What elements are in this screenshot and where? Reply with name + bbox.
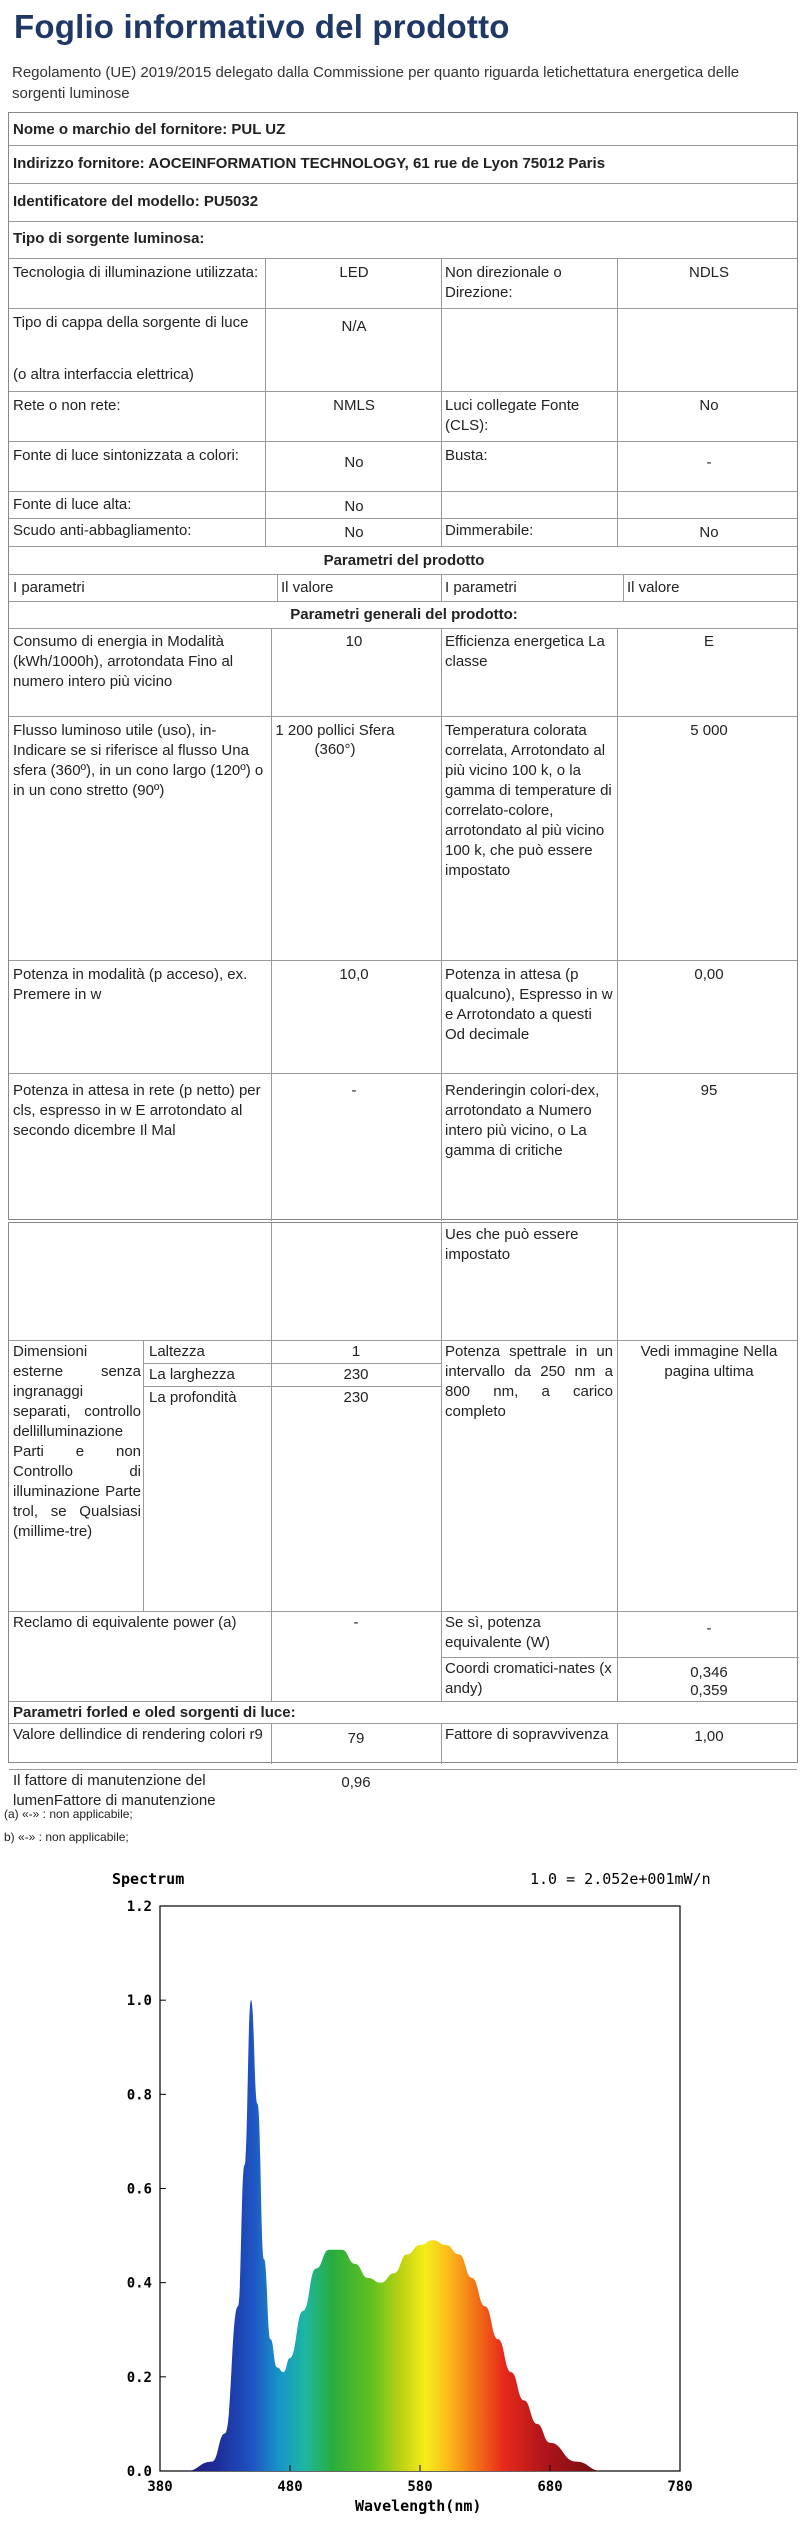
cri-value: 95 <box>700 1082 718 1099</box>
width-label: La larghezza <box>149 1366 235 1383</box>
on-mode-power-value: 10,0 <box>339 966 369 983</box>
envelope-value: - <box>706 454 712 471</box>
color-tunable-value: No <box>344 454 364 471</box>
equivalent-power-value: - <box>706 1620 712 1637</box>
model-identifier: Identificatore del modello: PU5032 <box>13 193 259 210</box>
cap-type-value: N/A <box>341 318 367 335</box>
regulation-text: Regolamento (UE) 2019/2015 delegato dalla Commissione per quanto riguarda letichettatura energetica delle sorgenti luminose <box>12 64 740 102</box>
supplier-name: Nome o marchio del fornitore: PUL UZ <box>13 121 286 138</box>
y-tick-label: 0.8 <box>126 2087 152 2104</box>
y-tick-label: 1.2 <box>126 1899 152 1915</box>
net-standby-value: - <box>351 1082 357 1099</box>
high-luminance-value: No <box>344 498 364 515</box>
direction-value: NDLS <box>688 264 729 281</box>
high-luminance-label: Fonte di luce alta: <box>13 496 132 513</box>
on-mode-power-label: Potenza in modalità (p acceso), ex. Premere in w <box>13 966 248 1003</box>
note-a: (a) «-» : non applicabile; <box>4 1807 133 1821</box>
energy-class-label: Efficienza energetica La classe <box>445 633 605 670</box>
x-tick-label: 380 <box>147 2479 173 2495</box>
r9-label: Valore dellindice di rendering colori r9 <box>13 1726 263 1743</box>
x-tick-label: 480 <box>277 2479 303 2495</box>
depth-value: 230 <box>343 1389 369 1406</box>
supplier-address: Indirizzo fornitore: AOCEINFORMATION TECHNOLOGY, 61 rue de Lyon 75012 Paris <box>13 155 606 172</box>
dimmable-value: No <box>699 524 719 541</box>
energy-value: 10 <box>345 633 363 650</box>
dimensions-label: Dimensioni esterne senza ingranaggi separati, controllo dellilluminazione Parti e non Controllo di illuminazione Parte trol, se Qualsiasi (millime-tre) <box>13 1343 141 1540</box>
y-tick-label: 0.2 <box>126 2369 152 2386</box>
led-title: Parametri forled e oled sorgenti di luce: <box>13 1704 296 1721</box>
col-param-1: I parametri <box>13 579 85 596</box>
x-tick-label: 680 <box>537 2479 563 2495</box>
width-value: 230 <box>343 1366 369 1383</box>
equivalent-power-claim-label: Reclamo di equivalente power (a) <box>13 1614 237 1631</box>
glare-shield-value: No <box>344 524 364 541</box>
dimmable-label: Dimmerabile: <box>445 522 534 539</box>
y-tick-label: 1.0 <box>126 1993 152 2010</box>
y-tick-label: 0.0 <box>126 2464 152 2480</box>
x-tick-label: 780 <box>667 2479 693 2495</box>
height-value: 1 <box>351 1343 361 1360</box>
cap-type-label-b: (o altra interfaccia elettrica) <box>13 366 194 383</box>
cls-value: No <box>699 397 719 414</box>
envelope-label: Busta: <box>445 447 488 464</box>
spectral-power-label: Potenza spettrale in un intervallo da 250 nm a 800 nm, a carico completo <box>445 1343 613 1420</box>
cct-value: 5 000 <box>690 722 728 739</box>
tech-value: LED <box>339 264 369 281</box>
tech-label: Tecnologia di illuminazione utilizzata: <box>13 264 259 281</box>
chromaticity-y-value: 0,359 <box>690 1682 728 1699</box>
cap-type-label: Tipo di cappa della sorgente di luce <box>13 314 249 331</box>
standby-power-label: Potenza in attesa (p qualcuno), Espresso in w e Arrotondato a questi Od decimale <box>445 966 613 1043</box>
chart-title: Spectrum <box>112 1870 185 1888</box>
equivalent-power-label: Se sì, potenza equivalente (W) <box>445 1614 551 1651</box>
flux-value: 1 200 pollici Sfera (360°) <box>275 722 395 758</box>
y-tick-label: 0.4 <box>126 2275 152 2292</box>
chart-annotation: 1.0 = 2.052e+001mW/nm <box>530 1870 710 1888</box>
chromaticity-label: Coordi cromatici-nates (x andy) <box>445 1660 612 1697</box>
params-title: Parametri del prodotto <box>323 552 485 569</box>
net-standby-label: Potenza in attesa in rete (p netto) per cls, espresso in w E arrotondato al secondo dicembre Il Mal <box>13 1082 261 1139</box>
mains-value: NMLS <box>333 397 375 414</box>
product-table-continued <box>8 1222 798 1809</box>
energy-label: Consumo di energia in Modalità (kWh/1000h), arrotondata Fino al numero intero più vicino <box>13 633 234 690</box>
x-tick-label: 580 <box>407 2479 433 2495</box>
lumen-maintenance-label: Il fattore di manutenzione del lumenFattore di manutenzione <box>13 1772 216 1809</box>
r9-value: 79 <box>347 1730 365 1747</box>
lumen-maintenance-value: 0,96 <box>341 1774 371 1791</box>
energy-class-value: E <box>703 633 714 650</box>
product-table <box>8 112 798 1220</box>
survival-factor-label: Fattore di sopravvivenza <box>445 1726 609 1743</box>
flux-label: Flusso luminoso utile (uso), in-Indicare se si riferisce al flusso Una sfera (360º), in un cono largo (120º) o in un cono stretto (90º) <box>13 722 264 799</box>
cls-label: Luci collegate Fonte (CLS): <box>445 397 580 434</box>
col-param-2: I parametri <box>445 579 517 596</box>
page-title: Foglio informativo del prodotto <box>14 8 510 45</box>
color-tunable-label: Fonte di luce sintonizzata a colori: <box>13 447 239 464</box>
general-title: Parametri generali del prodotto: <box>290 606 518 623</box>
survival-factor-value: 1,00 <box>694 1728 724 1745</box>
col-value-1: Il valore <box>281 579 334 596</box>
cri-label-continued: Ues che può essere impostato <box>445 1226 579 1263</box>
depth-label: La profondità <box>149 1389 237 1406</box>
direction-label: Non direzionale o Direzione: <box>445 264 562 301</box>
standby-power-value: 0,00 <box>694 966 724 983</box>
source-type: Tipo di sorgente luminosa: <box>13 230 205 247</box>
x-axis-label: Wavelength(nm) <box>355 2497 482 2515</box>
equivalent-power-claim-value: - <box>353 1614 359 1631</box>
cct-label: Temperatura colorata correlata, Arrotondato al più vicino 100 k, o la gamma di temperature di correlato-colore, arrotondato al più vicino 100 k, che può essere impostato <box>445 722 612 879</box>
note-b: b) «-» : non applicabile; <box>4 1830 129 1844</box>
cri-label: Renderingin colori-dex, arrotondato a Numero intero più vicino, o La gamma di critiche <box>445 1082 600 1159</box>
mains-label: Rete o non rete: <box>13 397 121 414</box>
y-tick-label: 0.6 <box>126 2181 152 2198</box>
height-label: Laltezza <box>149 1343 205 1360</box>
col-value-2: Il valore <box>627 579 680 596</box>
glare-shield-label: Scudo anti-abbagliamento: <box>13 522 192 539</box>
spectrum-chart <box>110 1866 710 2521</box>
spectral-power-value: Vedi immagine Nella pagina ultima <box>640 1343 778 1380</box>
chromaticity-x-value: 0,346 <box>690 1664 728 1681</box>
